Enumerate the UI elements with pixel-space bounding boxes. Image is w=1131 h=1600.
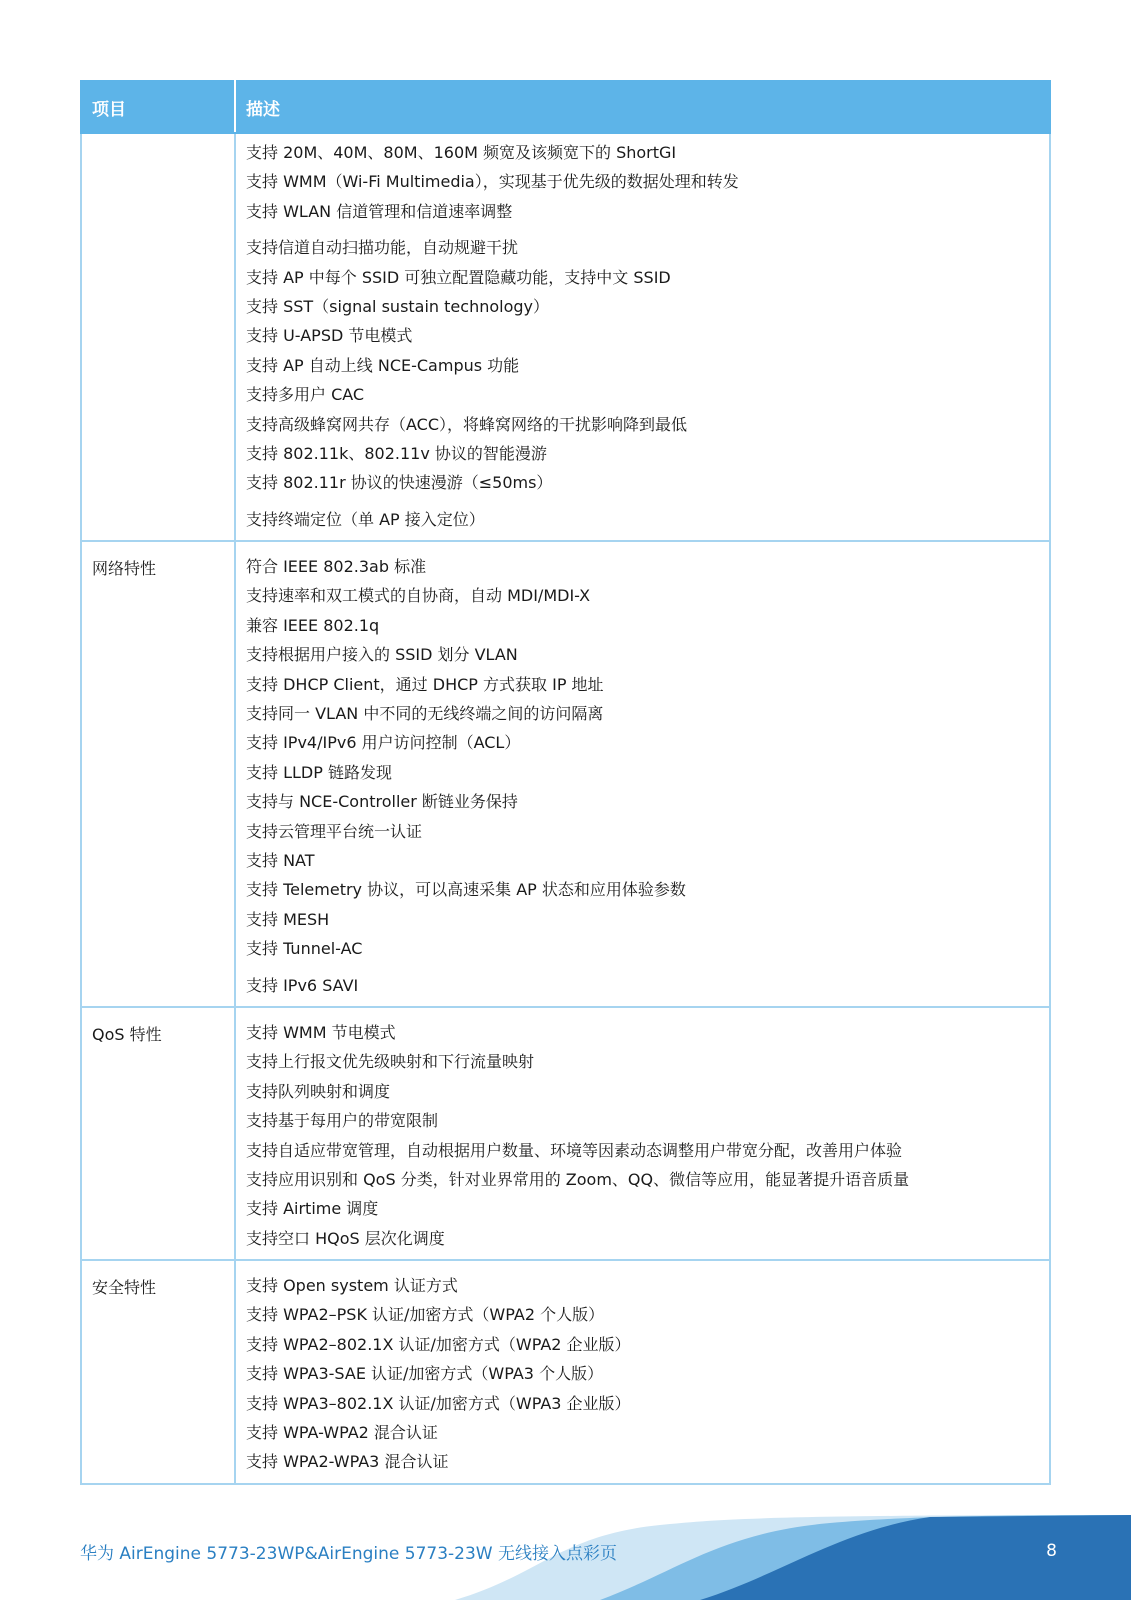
feature-item: 支持信道自动扫描功能，自动规避干扰: [246, 238, 519, 258]
feature-item: 支持队列映射和调度: [246, 1081, 391, 1101]
feature-item: 支持 WPA2–802.1X 认证/加密方式（WPA2 企业版）: [246, 1334, 631, 1354]
feature-item: 支持应用识别和 QoS 分类，针对业界常用的 Zoom、QQ、微信等应用，能显著提升语音质量: [246, 1169, 910, 1189]
feature-item: 符合 IEEE 802.3ab 标准: [246, 557, 427, 577]
spec-table: [80, 80, 1051, 1485]
feature-item: 支持 WPA2-WPA3 混合认证: [246, 1452, 449, 1472]
feature-item: 支持 WLAN 信道管理和信道速率调整: [246, 201, 513, 221]
feature-item: 支持自适应带宽管理，自动根据用户数量、环境等因素动态调整用户带宽分配，改善用户体验: [246, 1140, 903, 1160]
feature-item: 支持 WPA3–802.1X 认证/加密方式（WPA3 企业版）: [246, 1393, 631, 1413]
table-row: [81, 133, 1050, 541]
feature-item: 支持 Tunnel-AC: [246, 939, 363, 959]
feature-item: 支持高级蜂窝网共存（ACC），将蜂窝网络的干扰影响降到最低: [246, 414, 688, 434]
category-cell: [81, 133, 235, 541]
header-description: 描述: [235, 81, 1050, 133]
feature-item: 支持 802.11k、802.11v 协议的智能漫游: [246, 443, 547, 463]
feature-item: 兼容 IEEE 802.1q: [246, 615, 380, 635]
feature-item: 支持 WMM（Wi-Fi Multimedia），实现基于优先级的数据处理和转发: [246, 172, 739, 192]
feature-item: 支持 AP 自动上线 NCE-Campus 功能: [246, 355, 520, 375]
feature-item: 支持 SST（signal sustain technology）: [246, 296, 549, 316]
feature-list: [236, 1261, 1049, 1483]
feature-item: 支持 802.11r 协议的快速漫游（≤50ms）: [246, 473, 553, 493]
feature-item: 支持上行报文优先级映射和下行流量映射: [246, 1052, 535, 1072]
description-cell: [235, 541, 1050, 1007]
feature-item: 支持 WPA-WPA2 混合认证: [246, 1423, 438, 1443]
page-number: 8: [1046, 1541, 1057, 1561]
description-cell: [235, 133, 1050, 541]
table-header-row: [81, 81, 1050, 133]
feature-item: 支持 IPv6 SAVI: [246, 975, 359, 995]
feature-item: 支持云管理平台统一认证: [246, 821, 423, 841]
feature-item: 支持 Open system 认证方式: [246, 1276, 458, 1296]
feature-item: 支持空口 HQoS 层次化调度: [246, 1228, 445, 1248]
feature-item: 支持 U-APSD 节电模式: [246, 326, 413, 346]
table-row: [81, 541, 1050, 1007]
header-item: 项目: [81, 81, 235, 133]
description-cell: [235, 1260, 1050, 1484]
feature-item: 支持 WMM 节电模式: [246, 1022, 396, 1042]
feature-list: [236, 1008, 1049, 1259]
feature-list: [236, 134, 1049, 540]
feature-item: 支持同一 VLAN 中不同的无线终端之间的访问隔离: [246, 704, 604, 724]
feature-item: 支持 20M、40M、80M、160M 频宽及该频宽下的 ShortGI: [246, 143, 677, 162]
feature-item: 支持基于每用户的带宽限制: [246, 1111, 439, 1131]
feature-item: 支持 Airtime 调度: [246, 1199, 379, 1219]
feature-item: 支持与 NCE-Controller 断链业务保持: [246, 792, 518, 812]
feature-item: 支持 NAT: [246, 850, 315, 870]
table-row: [81, 1260, 1050, 1484]
feature-item: 支持 AP 中每个 SSID 可独立配置隐藏功能，支持中文 SSID: [246, 267, 671, 287]
feature-item: 支持多用户 CAC: [246, 385, 365, 405]
table-row: [81, 1007, 1050, 1260]
feature-item: 支持 WPA3-SAE 认证/加密方式（WPA3 个人版）: [246, 1364, 604, 1384]
footer-title: 华为 AirEngine 5773-23WP&AirEngine 5773-23W 无线接入点彩页: [80, 1544, 618, 1564]
feature-item: 支持 Telemetry 协议，可以高速采集 AP 状态和应用体验参数: [246, 880, 686, 900]
feature-item: 支持速率和双工模式的自协商，自动 MDI/MDI-X: [246, 586, 591, 606]
feature-item: 支持根据用户接入的 SSID 划分 VLAN: [246, 645, 518, 665]
description-cell: [235, 1007, 1050, 1260]
category-cell: 安全特性: [81, 1260, 235, 1484]
feature-item: 支持 WPA2–PSK 认证/加密方式（WPA2 个人版）: [246, 1305, 605, 1325]
feature-item: 支持 IPv4/IPv6 用户访问控制（ACL）: [246, 733, 521, 753]
feature-item: 支持终端定位（单 AP 接入定位）: [246, 509, 485, 529]
feature-list: [236, 542, 1049, 1006]
category-cell: 网络特性: [81, 541, 235, 1007]
feature-item: 支持 DHCP Client，通过 DHCP 方式获取 IP 地址: [246, 674, 604, 694]
feature-item: 支持 LLDP 链路发现: [246, 762, 392, 782]
page-footer: [0, 1515, 1131, 1600]
feature-item: 支持 MESH: [246, 909, 330, 929]
category-cell: QoS 特性: [81, 1007, 235, 1260]
